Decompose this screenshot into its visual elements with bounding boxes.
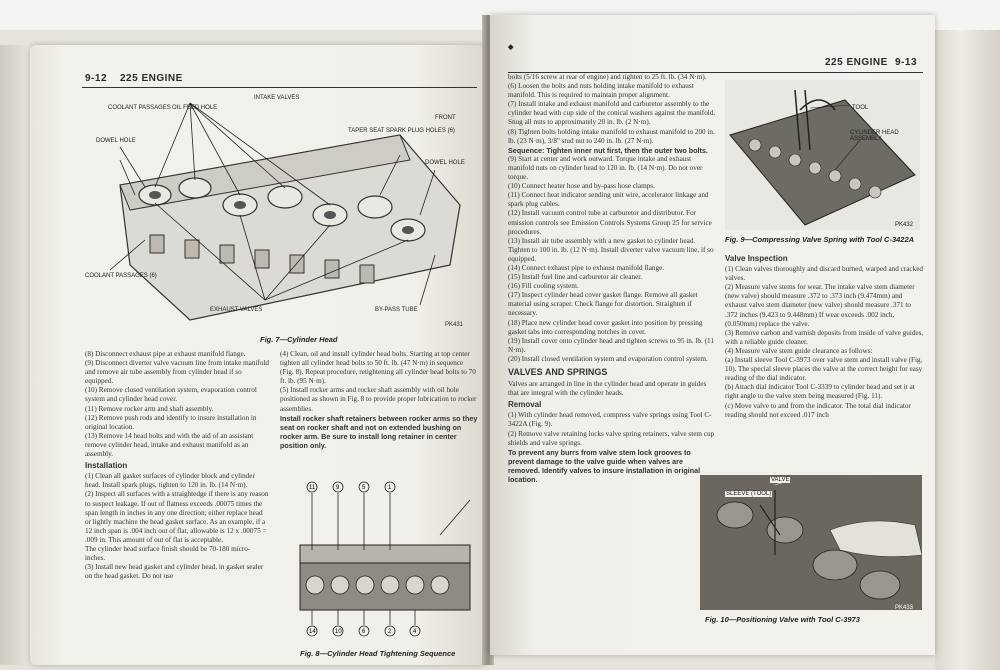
fig8-num-top-3: 5 bbox=[362, 485, 366, 491]
right-col1-p3: (7) Install intake and exhaust manifold and carburetor assembly to the cylinder head with cup side of the conical washers against the manifold. bbox=[508, 100, 716, 118]
right-col1b-p9: (17) Inspect cylinder head cover gasket flange. Remove all gasket material using scraper. Check flange for distortion. Straighten if necessary. bbox=[508, 291, 698, 318]
removal-p2: (2) Remove valve retaining locks valve spring retainers, valve stem cup shields and valve springs. bbox=[508, 429, 715, 447]
right-header-title: 225 ENGINE bbox=[825, 57, 888, 68]
installation-heading: Installation bbox=[85, 461, 128, 471]
fig8-num-bottom-1: 14 bbox=[309, 629, 316, 635]
left-page bbox=[30, 45, 485, 665]
label-intake-valves: INTAKE VALVES bbox=[254, 95, 300, 101]
fig9-compressing-valve-spring bbox=[725, 80, 920, 230]
right-col1b-p7: (15) Install fuel line and carburetor air cleaner. bbox=[508, 273, 643, 282]
right-col1b-p2: (10) Connect heater hose and by-pass hose clamps. bbox=[508, 182, 655, 191]
removal-bold: To prevent any burrs from valve stem lock grooves to prevent damage to the valve guide when valves are removed. Identify valves to insure installation in original location. bbox=[508, 447, 701, 485]
label-dowel-hole-left: DOWEL HOLE bbox=[96, 138, 136, 144]
inspection-p6: (b) Attach dial indicator Tool C-3339 to cylinder head and set it at right angle to the valve stem being measured (Fig. 11). bbox=[725, 383, 915, 401]
label-fig10-code: PK433 bbox=[895, 605, 914, 611]
label-coolant-passages-6: COOLANT PASSAGES (6) bbox=[85, 273, 157, 279]
page-stack-right bbox=[935, 30, 1000, 670]
right-marker: ◆ bbox=[508, 44, 514, 51]
label-fig7-code: PK431 bbox=[445, 322, 464, 328]
right-col1-p2: (6) Loosen the bolts and nuts holding intake manifold to exhaust manifold. This is required to maintain proper alignment. bbox=[508, 82, 694, 100]
installation-p1: (1) Clean all gasket surfaces of cylinder block and cylinder head. Install spark plugs, tighten to 120 in. lb. (14 N·m). bbox=[85, 472, 255, 490]
label-taper-seat: TAPER SEAT SPARK PLUG HOLES (6) bbox=[348, 128, 455, 134]
installation-p2: (2) Inspect all surfaces with a straightedge if there is any reason to suspect leakage. If out of flatness exceeds .00075 times the span length in inches in any one direction; either replace head or lightly machine the head gasket surface. As an example, if a 12 inch span is .004 inch out of flat, allowable is 12 x .00075 = .009 in. This amount of out of flat is acceptable. bbox=[85, 490, 269, 544]
fig9-caption: Fig. 9—Compressing Valve Spring with Tool C-3422A bbox=[725, 235, 915, 244]
left-col1-p5: (12) Remove push rods and identify to insure installation in original location. bbox=[85, 413, 257, 431]
fig9-drawing bbox=[725, 80, 920, 230]
right-col1b-p1: (9) Start at center and work outward. Torque intake and exhaust manifold nuts on cylinder head to 120 in. lb. (14 N·m). Do not over torque. bbox=[508, 154, 703, 182]
removal-p1: (1) With cylinder head removed, compress valve springs using Tool C-3422A (Fig. 9). bbox=[508, 411, 712, 429]
fig10-caption: Fig. 10—Positioning Valve with Tool C-3973 bbox=[705, 615, 860, 624]
fig8-num-bottom-4: 2 bbox=[388, 629, 392, 635]
right-sequence-bold: Sequence: Tighten inner nut first, then the outer two bolts. bbox=[508, 145, 708, 155]
right-col1b-p3: (11) Connect heat indicator sending unit wire, accelerator linkage and spark plug cables. bbox=[508, 191, 709, 209]
left-col1-p1: (8) Disconnect exhaust pipe at exhaust manifold flange. bbox=[85, 350, 246, 358]
right-col1 bbox=[508, 73, 716, 484]
label-sleeve-tool: SLEEVE (TOOL) bbox=[726, 491, 772, 497]
valves-springs-heading: VALVES AND SPRINGS bbox=[508, 367, 608, 377]
left-col1-p4: (11) Remove rocker arm and shaft assembly. bbox=[85, 404, 214, 413]
inspection-p5: (a) Install sleeve Tool C-3973 over valve stem and install valve (Fig. 10). The special sleeve places the valve at the correct height for easy reading of the dial indicator. bbox=[725, 356, 923, 383]
inspection-p7: (c) Move valve to and from the indicator. The total dial indicator reading should not exceed .017 inch bbox=[725, 401, 911, 419]
left-col1-p6: (13) Remove 14 head bolts and with the aid of an assistant remove cylinder head, intake and exhaust manifold as an assembly. bbox=[85, 431, 254, 459]
left-col1-p3: (10) Remove closed ventilation system, evaporation control system and cylinder head cover. bbox=[85, 386, 257, 404]
left-header-rule bbox=[82, 87, 477, 88]
fig7-caption: Fig. 7—Cylinder Head bbox=[260, 335, 338, 344]
right-col1-p1: bolts (5/16 screw at rear of engine) and tighten to 25 ft. lb. (34 N·m). bbox=[508, 73, 707, 81]
fig8-num-top-1: 11 bbox=[309, 485, 316, 491]
label-coolant-passages: COOLANT PASSAGES bbox=[108, 105, 171, 111]
right-col1b-p6: (14) Connect exhaust pipe to exhaust manifold flange. bbox=[508, 263, 665, 272]
label-exhaust-valves: EXHAUST VALVES bbox=[210, 307, 263, 313]
inspection-p1: (1) Clean valves thoroughly and discard burned, warped and cracked valves. bbox=[725, 265, 923, 283]
right-page bbox=[490, 15, 935, 655]
fig8-caption: Fig. 8—Cylinder Head Tightening Sequence bbox=[300, 649, 456, 658]
label-by-pass-tube: BY-PASS TUBE bbox=[375, 307, 418, 313]
right-col1b-p10: (18) Place new cylinder head cover gasket into position by pressing gasket tabs into corresponding notches in cover. bbox=[508, 318, 703, 336]
left-page-number: 9-12 bbox=[85, 73, 108, 84]
right-col1b-p12: (20) Install closed ventilation system and evaporation control system. bbox=[508, 354, 708, 363]
right-col1b-p11: (19) Install cover onto cylinder head and tighten screws to 95 in. lb. (11 N·m). bbox=[508, 336, 714, 354]
right-col1-p4: Snug all nuts to approximately 20 in. lb. (2 N·m). bbox=[508, 118, 651, 127]
label-fig9-code: PK432 bbox=[895, 222, 914, 228]
right-col1b-p4: (12) Install vacuum control tube at carburetor and distributor. For emission controls see Emission Controls Systems Group 25 for service procedures. bbox=[508, 209, 712, 236]
label-front: FRONT bbox=[435, 115, 456, 121]
inspection-p4: (4) Measure valve stem guide clearance as follows: bbox=[725, 346, 873, 355]
fig8-num-top-4: 1 bbox=[388, 485, 392, 491]
valve-inspection-heading: Valve Inspection bbox=[725, 254, 788, 263]
label-oil-feed-hole: OIL FEED HOLE bbox=[172, 105, 218, 111]
left-col2 bbox=[280, 350, 478, 450]
label-valve: VALVE bbox=[771, 477, 790, 483]
label-dowel-hole-right: DOWEL HOLE bbox=[425, 160, 465, 166]
label-tool: TOOL bbox=[852, 105, 869, 111]
left-col2-bold: Install rocker shaft retainers between rocker arms so they seat on rocker shaft and not on extended bushing on rocker arm. Be sure to install long retainer in center position only. bbox=[280, 413, 478, 450]
right-page-number: 9-13 bbox=[895, 57, 918, 68]
right-col2 bbox=[725, 252, 925, 420]
right-col1b-p5: (13) Install air tube assembly with a new gasket to cylinder head. Tighten to 100 in. lb. (12 N·m). Install diverter valve vacuum line, if so equipped. bbox=[508, 236, 714, 263]
fig8-num-bottom-5: 4 bbox=[413, 629, 417, 635]
fig8-num-bottom-2: 10 bbox=[335, 629, 342, 635]
left-col1 bbox=[85, 350, 270, 581]
removal-heading: Removal bbox=[508, 400, 542, 410]
left-header-title: 225 ENGINE bbox=[120, 73, 183, 84]
fig8-num-bottom-3: 6 bbox=[362, 629, 366, 635]
left-col1-p2: (9) Disconnect diverter valve vacuum line from intake manifold and remove air tube assembly from cylinder head if so equipped. bbox=[85, 359, 270, 386]
valves-intro: Valves are arranged in line in the cylinder head and operate in guides that are integral with the cylinder heads. bbox=[508, 380, 707, 398]
left-col2-p1: (4) Clean, oil and install cylinder head bolts. Starting at top center tighten all cylinder head bolts to 50 ft. lb. (47 N·m) in sequence (Fig. 8). Repeat procedure, retightening all cylinder head bolts to 70 ft. lb. (95 N·m). bbox=[280, 350, 476, 386]
inspection-p2: (2) Measure valve stems for wear. The intake valve stem diameter (new valve) should measure .372 to .373 inch (9.474mm) and exhaust valve stem diameter (new valve) should measure .371 to .372 inches (9.423 to 9.448mm) If wear exceeds .002 inch, (0.050mm) replace the valve. bbox=[725, 283, 915, 328]
inspection-p3: (3) Remove carbon and varnish deposits from inside of valve guides, with a reliable guide cleaner. bbox=[725, 328, 924, 346]
fig8-drawing bbox=[280, 475, 480, 645]
right-col1-p5: (8) Tighten bolts holding intake manifold to exhaust manifold to 200 in. lb. (23 N·m), 3/8" stud nut to 240 in. lb. (27 N·m). bbox=[508, 127, 715, 145]
fig8-num-top-2: 9 bbox=[336, 485, 340, 491]
installation-p3: The cylinder head surface finish should be 70-180 micro-inches. bbox=[85, 544, 251, 563]
installation-p4: (3) Install new head gasket and cylinder head, in gasket sealer on the head gasket. Do not use bbox=[85, 563, 264, 581]
fig8-tightening-sequence bbox=[280, 475, 480, 645]
label-cylinder-head-assembly: CYLINDER HEAD ASSEMBLY bbox=[850, 130, 899, 142]
right-col1b-p8: (16) Fill cooling system. bbox=[508, 282, 579, 291]
left-col2-p2: (5) Install rocker arms and rocker shaft assembly with oil hole positioned as shown in Fig. 8 to provide proper lubrication to rocker assemblies. bbox=[280, 386, 477, 413]
